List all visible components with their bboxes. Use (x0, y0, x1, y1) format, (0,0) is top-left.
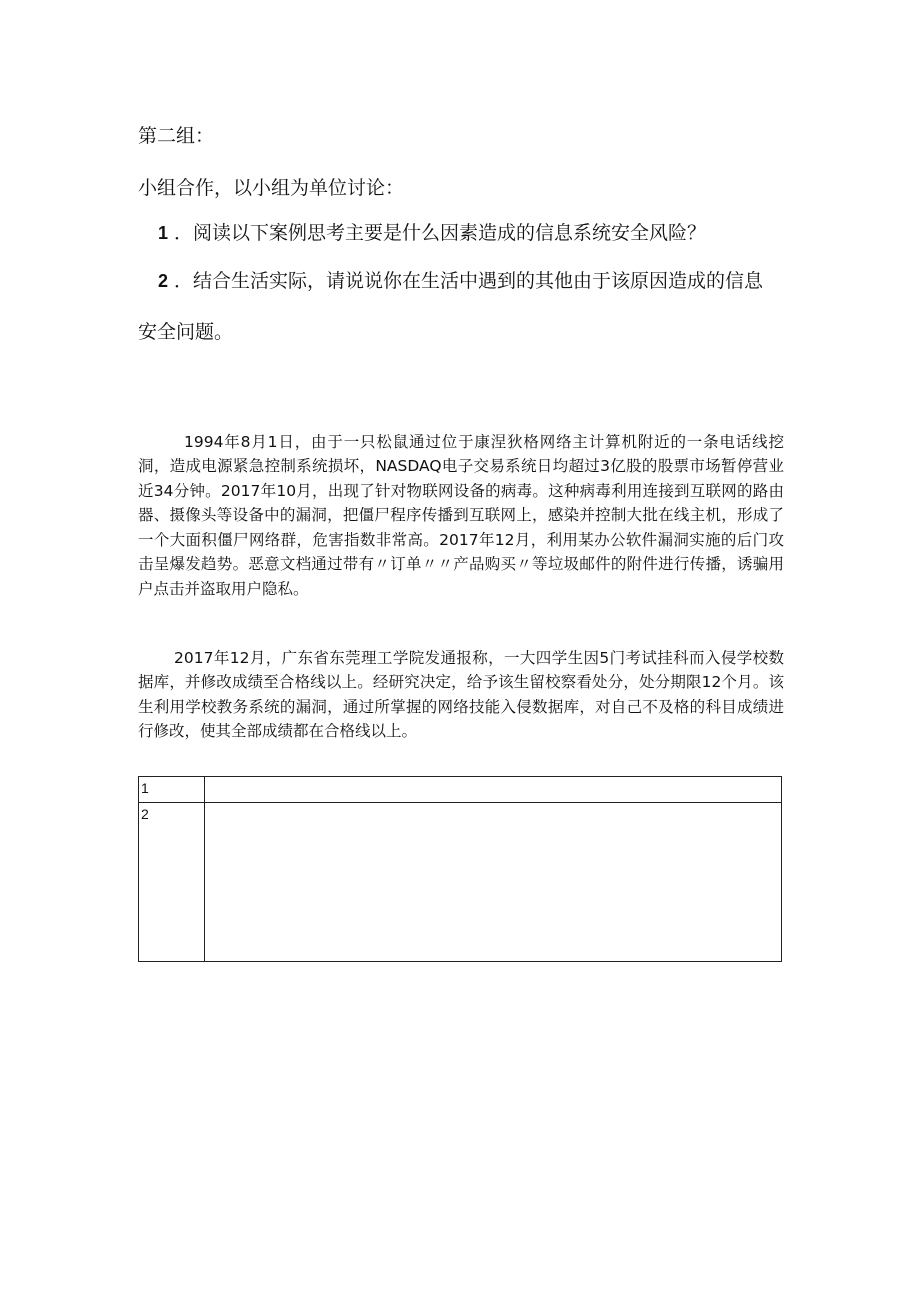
question-1-number: 1 (158, 223, 169, 243)
answer-row (139, 777, 782, 803)
answer-row-label: 1 (139, 777, 205, 803)
case-paragraph-2: 2017年12月，广东省东莞理工学院发通报称，一大四学生因5门考试挂科而入侵学校数据库，并修改成绩至合格线以上。经研究决定，给予该生留校察看处分，处分期限12个月。该生利用学校教务系统的漏洞，通过所掌握的网络技能入侵数据库，对自己不及格的科目成绩进行修改，使其全部成绩都在合格线以上。 (138, 648, 784, 740)
answer-cell[interactable] (205, 803, 782, 962)
question-2-number: 2 (158, 271, 169, 291)
question-2-text: ．结合生活实际，请说说你在生活中遇到的其他由于该原因造成的信息 (174, 270, 764, 292)
answer-table (138, 776, 782, 962)
answer-row (139, 803, 782, 962)
discussion-intro: 小组合作，以小组为单位讨论： (138, 177, 405, 199)
question-1-text: ．阅读以下案例思考主要是什么因素造成的信息系统安全风险？ (174, 222, 707, 244)
question-1 (138, 221, 788, 245)
case-paragraph-1: 1994年8月1日，由于一只松鼠通过位于康涅狄格网络主计算机附近的一条电话线挖洞，造成电源紧急控制系统损坏，NASDAQ电子交易系统日均超过3亿股的股票市场暂停营业近34分钟。2017年10月，出现了针对物联网设备的病毒。这种病毒利用连接到互联网的路由器、摄像头等设备中的漏洞，把僵尸程序传播到互联网上，感染并控制大批在线主机，形成了一个大面积僵尸网络群，危害指数非常高。2017年12月，利用某办公软件漏洞实施的后门攻击呈爆发趋势。恶意文档通过带有〃订单〃〃产品购买〃等垃圾邮件的附件进行传播，诱骗用户点击并盗取用户隐私。 (138, 432, 784, 598)
answer-cell[interactable] (205, 777, 782, 803)
question-2 (138, 269, 788, 344)
answer-row-label: 2 (139, 803, 205, 962)
group-title: 第二组： (138, 125, 215, 147)
question-2-text-continued: 安全问题。 (138, 321, 234, 343)
